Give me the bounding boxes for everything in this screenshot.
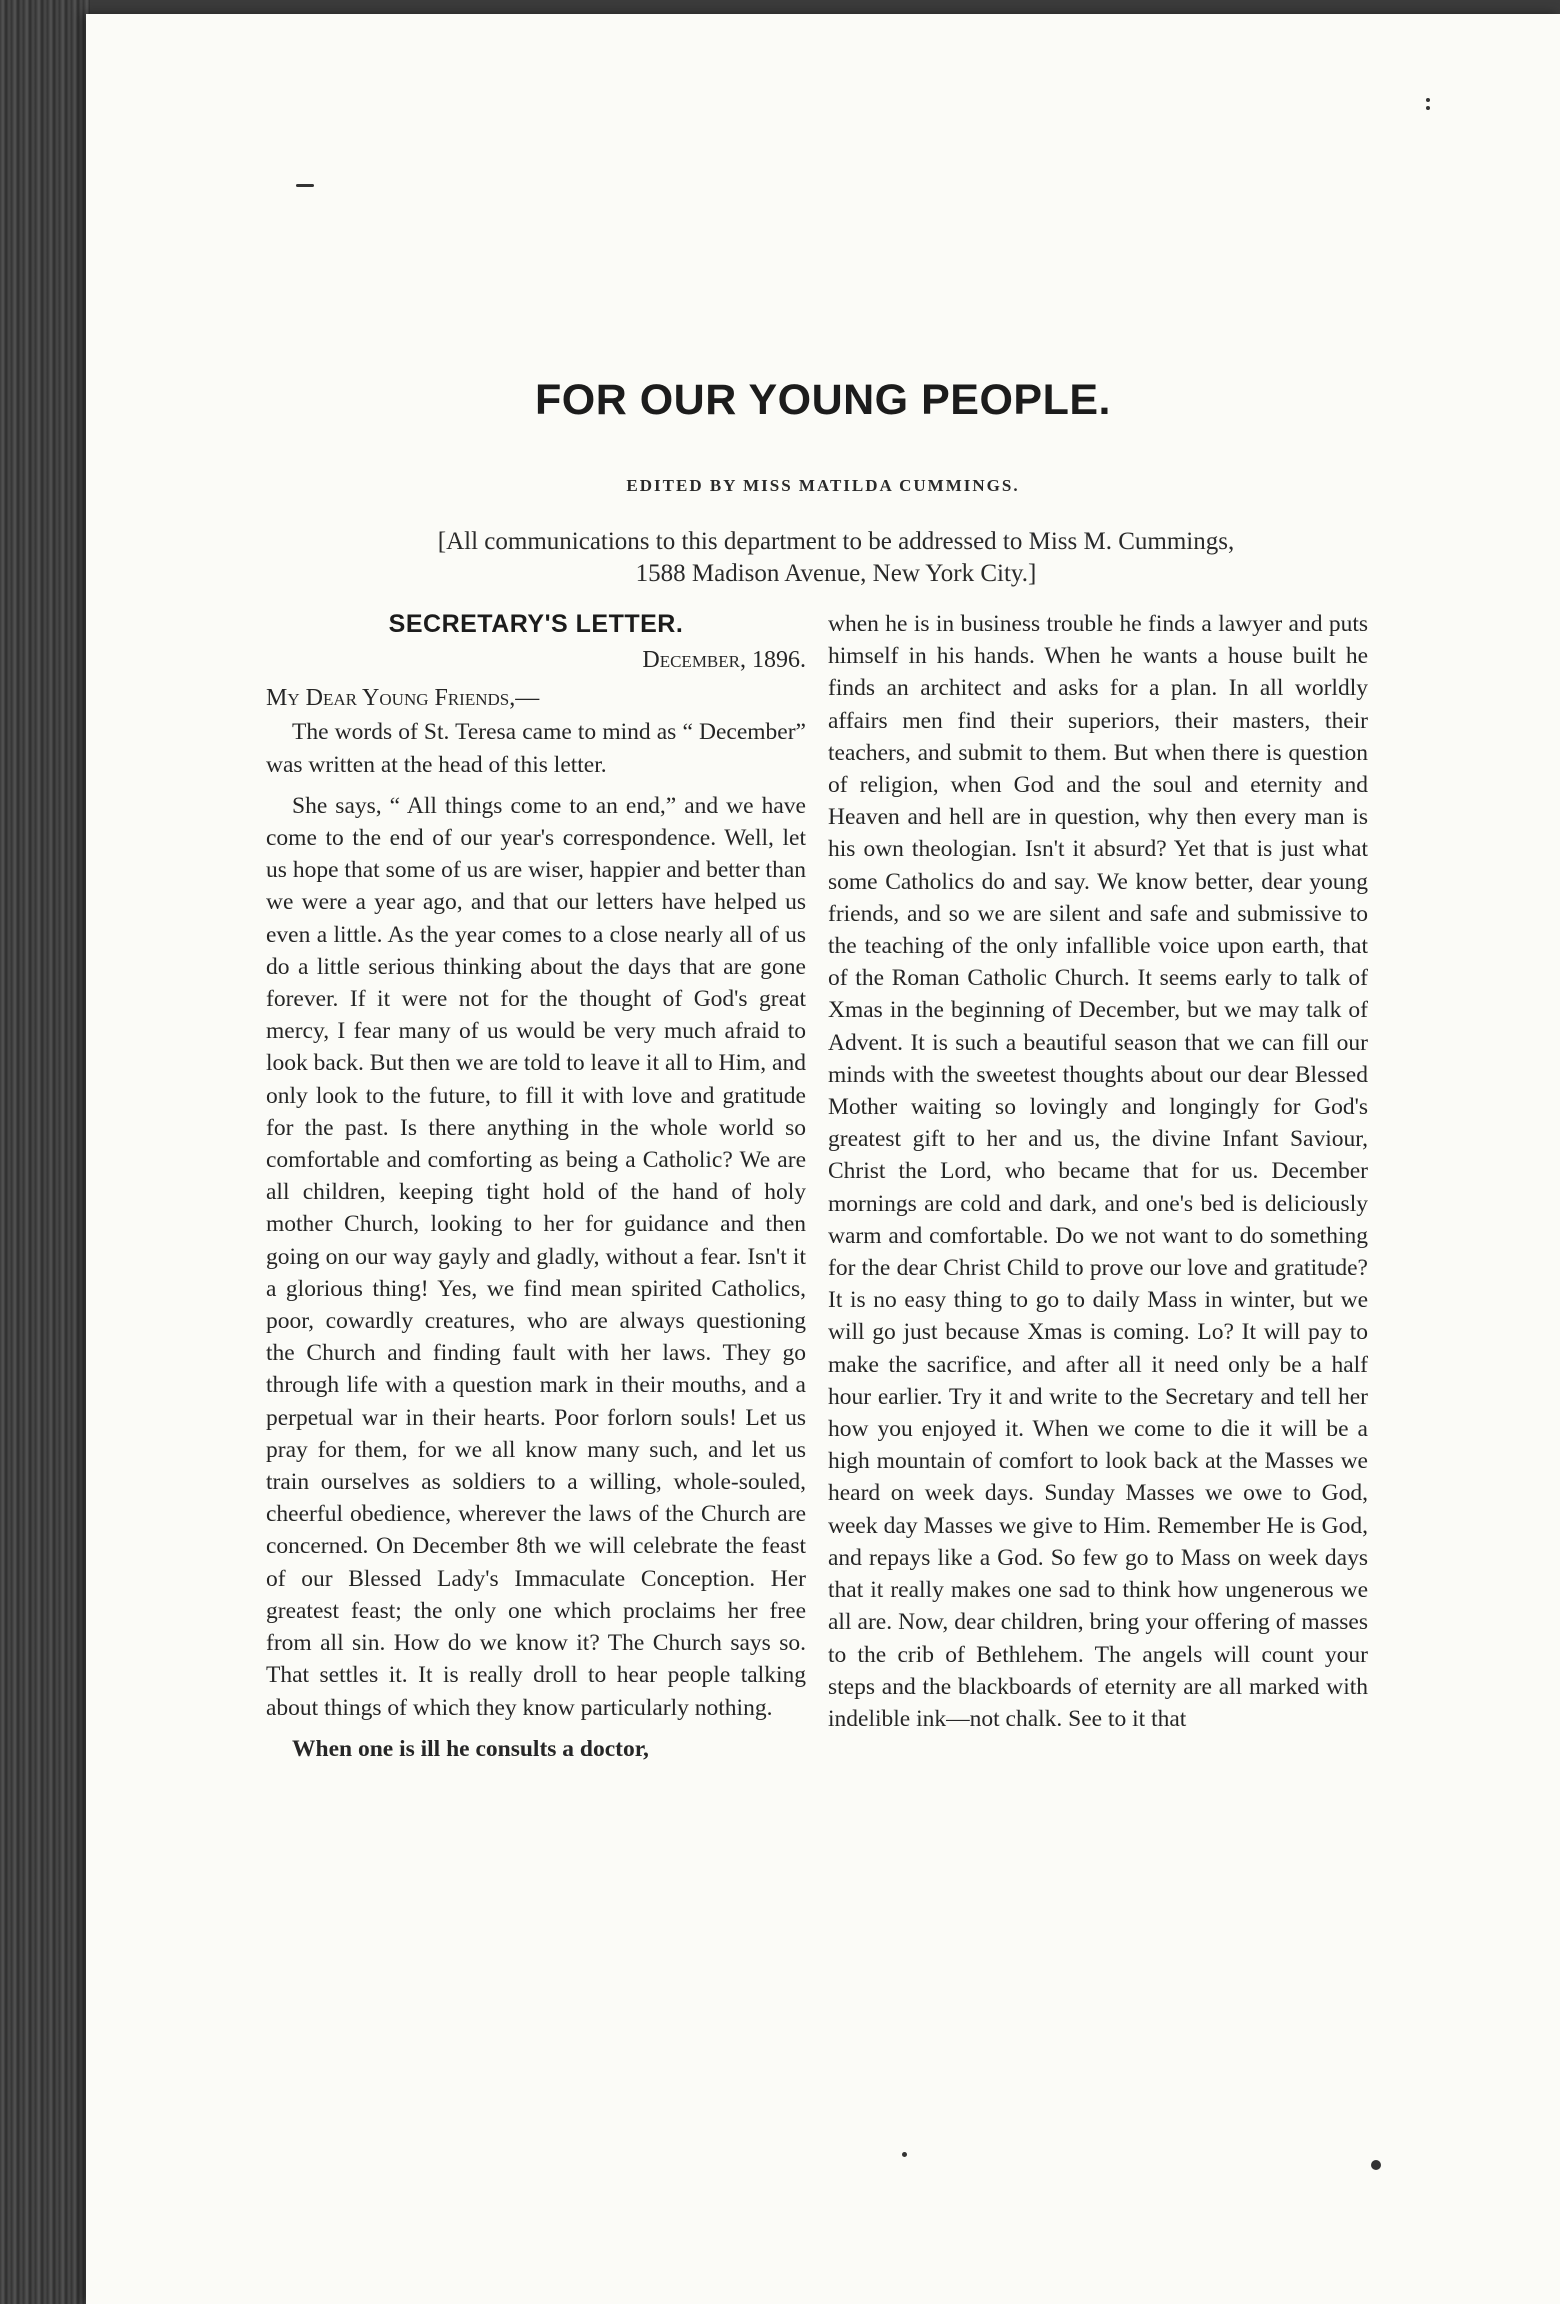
letter-heading: SECRETARY'S LETTER. bbox=[388, 610, 684, 638]
magazine-page bbox=[86, 14, 1560, 2304]
right-column bbox=[828, 608, 1368, 1735]
print-speck bbox=[1426, 98, 1430, 102]
notice-line-2: 1588 Madison Avenue, New York City.] bbox=[635, 560, 1037, 587]
print-speck bbox=[296, 184, 314, 187]
scan-top-edge bbox=[0, 0, 1560, 14]
print-speck bbox=[1426, 106, 1430, 110]
letter-salutation: My Dear Young Friends,— bbox=[266, 685, 540, 712]
paragraph-3: When one is ill he consults a doctor, bbox=[292, 1735, 649, 1762]
page-title: FOR OUR YOUNG PEOPLE. bbox=[535, 376, 1111, 424]
book-spine bbox=[0, 0, 90, 2304]
paragraph-2: She says, “ All things come to an end,” and we have come to the end of our year's correspondence. Well, let us hope that some of us are wiser, happier and better than we were a year ago, and that our letters have helped us even a little. As the year comes to a close nearly all of us do a little serious thinking about the days that are gone forever. If it were not for the thought of God's great mercy, I fear many of us would be very much afraid to look back. But then we are told to leave it all to Him, and only look to the future, to fill it with love and gratitude for the past. Is there anything in the whole world so comfortable and comforting as being a Catholic? We are all children, keeping tight hold of the hand of holy mother Church, looking to her for guidance and then going on our way gayly and gladly, without a fear. Isn't it a glorious thing! Yes, we find mean spirited Catholics, poor, cowardly creatures, who are always questioning the Church and finding fault with her laws. They go through life with a question mark in their mouths, and a perpetual war in their hearts. Poor forlorn souls! Let us pray for them, for we all know many such, and let us train ourselves as soldiers to a willing, whole-souled, cheerful obedience, wherever the laws of the Church are concerned. On December 8th we will celebrate the feast of our Blessed Lady's Immaculate Conception. Her greatest feast; the only one which proclaims her free from all sin. How do we know it? The Church says so. That settles it. It is really droll to hear people talking about things of which they know particularly nothing. bbox=[266, 792, 806, 1721]
paragraph-1: The words of St. Teresa came to mind as “ December” was written at the head of this letter. bbox=[266, 719, 806, 778]
paragraph-continued: when he is in business trouble he finds a lawyer and puts himself in his hands. When he wants a house built he finds an architect and asks for a plan. In all worldly affairs men find their superiors, their masters, their teachers, and submit to them. But when there is question of religion, when God and the soul and eternity and Heaven and hell are in question, why then every man is his own theologian. Isn't it absurd? Yet that is just what some Catholics do and say. We know better, dear young friends, and so we are silent and safe and submissive to the teaching of the only infallible voice upon earth, that of the Roman Catholic Church. It seems early to talk of Xmas in the beginning of December, but we may talk of Advent. It is such a beautiful season that we can fill our minds with the sweetest thoughts about our dear Blessed Mother waiting so lovingly and longingly for God's greatest gift to her and us, the divine Infant Saviour, Christ the Lord, who became that for us. December mornings are cold and dark, and one's bed is deliciously warm and comfortable. Do we not want to do something for the dear Christ Child to prove our love and gratitude? It is no easy thing to go to daily Mass in winter, but we will go just because Xmas is coming. Lo? It will pay to make the sacrifice, and after all it need only be a half hour earlier. Try it and write to the Secretary and tell her how you enjoyed it. When we come to die it will be a high mountain of comfort to look back at the Masses we heard on week days. Sunday Masses we owe to God, week day Masses we give to Him. Remember He is God, and repays like a God. So few go to Mass on week days that it really makes one sad to think how ungenerous we all are. Now, dear children, bring your offering of masses to the crib of Bethlehem. The angels will count your steps and the blackboards of eternity are all marked with indelible ink—not chalk. See to it that bbox=[828, 611, 1368, 1732]
notice-line-1: [All communications to this department to be addressed to Miss M. Cummings, bbox=[437, 528, 1235, 555]
print-speck bbox=[1371, 2160, 1381, 2170]
letter-date: December, 1896. bbox=[642, 647, 806, 673]
left-column bbox=[266, 608, 806, 1765]
print-speck bbox=[902, 2152, 907, 2157]
address-notice bbox=[286, 526, 1386, 590]
editor-credit: EDITED BY MISS MATILDA CUMMINGS. bbox=[626, 476, 1020, 495]
